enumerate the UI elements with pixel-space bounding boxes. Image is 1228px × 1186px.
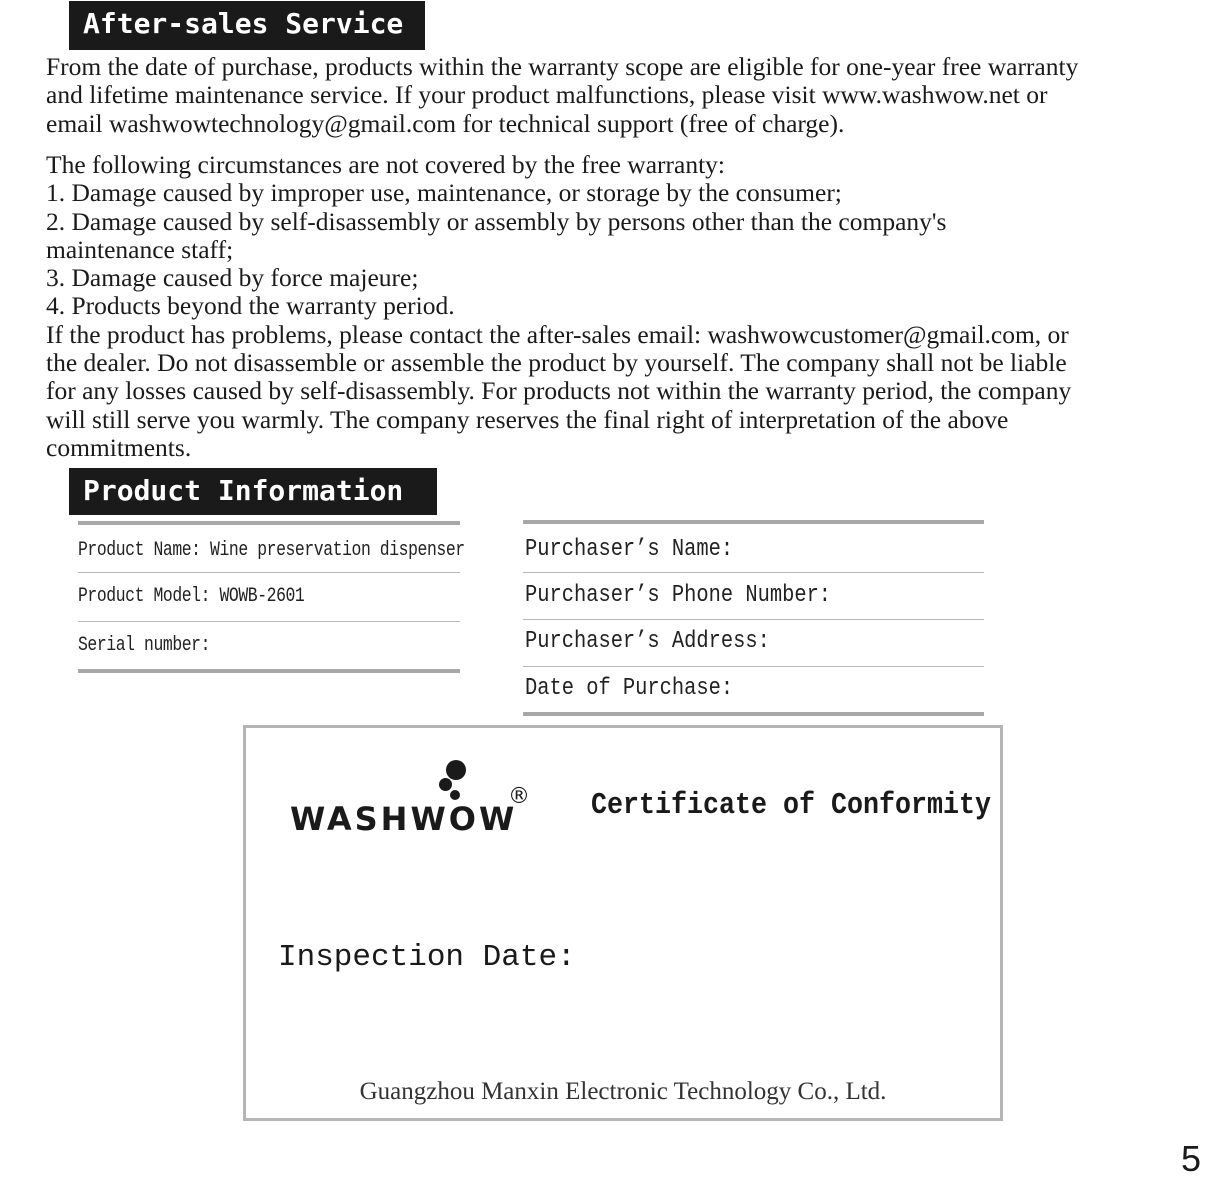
exclusion-line: If the product has problems, please contact the after-sales email: washwowcustomer@gmail.com, or xyxy=(46,319,1069,349)
exclusion-line: will still serve you warmly. The company reserves the final right of interpretation of the above xyxy=(46,404,1009,434)
exclusion-line: 2. Damage caused by self-disassembly or assembly by persons other than the company's xyxy=(46,206,947,236)
warranty-intro-paragraph xyxy=(46,53,1078,138)
logo-bubble-medium xyxy=(439,778,452,791)
purchaser-address-field[interactable] xyxy=(523,620,984,666)
product-name-field xyxy=(78,525,465,572)
after-sales-title: After-sales Service xyxy=(83,7,404,40)
product-details-table xyxy=(78,521,465,673)
washwow-logo xyxy=(290,756,540,846)
certificate-title: Certificate of Conformity xyxy=(591,788,991,823)
serial-number-field[interactable] xyxy=(78,622,460,669)
warranty-exclusions-paragraph xyxy=(46,151,1071,462)
product-name-label: Product Name: Wine preservation dispenser xyxy=(78,539,465,562)
purchaser-details-table xyxy=(523,520,984,716)
product-information-title: Product Information xyxy=(83,474,404,507)
serial-number-label: Serial number: xyxy=(78,634,211,657)
exclusion-line: maintenance staff; xyxy=(46,234,234,264)
purchaser-name-field[interactable] xyxy=(523,524,984,572)
exclusion-line: 4. Products beyond the warranty period. xyxy=(46,291,455,321)
intro-line: and lifetime maintenance service. If your product malfunctions, please visit www.washwow.net or xyxy=(46,80,1048,110)
certificate-of-conformity-card xyxy=(243,725,1003,1121)
purchaser-address-label: Purchaser’s Address: xyxy=(525,628,770,655)
exclusion-line: for any losses caused by self-disassembly. For products not within the warranty period, the company xyxy=(46,376,1072,406)
purchase-date-label: Date of Purchase: xyxy=(525,675,734,702)
logo-bubble-small xyxy=(450,790,460,800)
purchaser-phone-label: Purchaser’s Phone Number: xyxy=(525,582,832,609)
intro-line: From the date of purchase, products within the warranty scope are eligible for one-year free warranty xyxy=(46,52,1079,81)
manufacturer-name: Guangzhou Manxin Electronic Technology Co., Ltd. xyxy=(359,1078,887,1105)
table-bottom-rule xyxy=(523,712,984,716)
brand-wordmark: WASHWOW xyxy=(290,800,518,838)
table-bottom-rule xyxy=(78,669,460,673)
inspection-date-label: Inspection Date: xyxy=(278,940,576,975)
product-information-header xyxy=(69,468,437,515)
product-model-label: Product Model: WOWB-2601 xyxy=(78,585,305,608)
logo-bubble-large xyxy=(446,760,466,780)
registered-trademark: ® xyxy=(508,784,530,809)
page-number: 5 xyxy=(1180,1138,1201,1179)
purchase-date-field[interactable] xyxy=(523,667,984,712)
exclusion-line: 3. Damage caused by force majeure; xyxy=(46,263,419,293)
intro-line: email washwowtechnology@gmail.com for technical support (free of charge). xyxy=(46,108,845,138)
exclusion-line: the dealer. Do not disassemble or assemble the product by yourself. The company shall not be liable xyxy=(46,348,1067,378)
purchaser-name-label: Purchaser’s Name: xyxy=(525,536,734,563)
exclusion-line: The following circumstances are not covered by the free warranty: xyxy=(46,150,725,179)
purchaser-phone-field[interactable] xyxy=(523,573,984,619)
exclusion-line: 1. Damage caused by improper use, maintenance, or storage by the consumer; xyxy=(46,178,842,208)
product-model-field xyxy=(78,573,460,621)
after-sales-header xyxy=(69,1,425,50)
exclusion-line: commitments. xyxy=(46,432,192,462)
